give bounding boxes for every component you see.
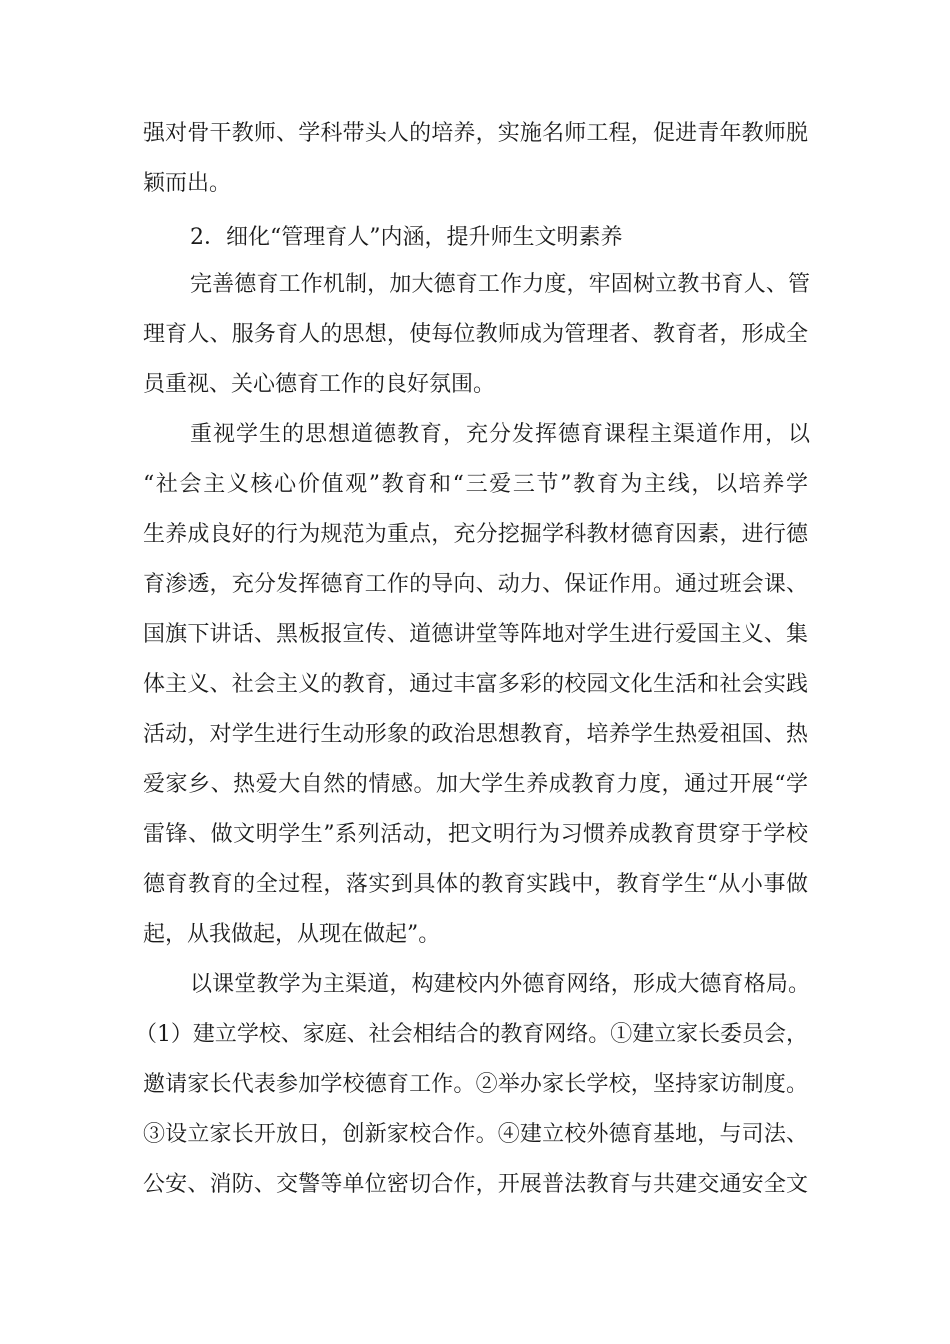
paragraph-1-line-2: 颖而出。 <box>143 171 232 196</box>
paragraph-3-line-6: 体主义、社会主义的教育，通过丰富多彩的校园文化生活和社会实践 <box>143 672 809 697</box>
paragraph-3-line-5: 国旗下讲话、黑板报宣传、道德讲堂等阵地对学生进行爱国主义、集 <box>143 622 809 647</box>
paragraph-3-line-7: 活动，对学生进行生动形象的政治思想教育，培养学生热爱祖国、热 <box>143 722 809 747</box>
paragraph-4-line-5: 公安、消防、交警等单位密切合作，开展普法教育与共建交通安全文 <box>143 1172 809 1197</box>
paragraph-4-line-2: （1）建立学校、家庭、社会相结合的教育网络。①建立家长委员会， <box>135 1022 808 1047</box>
paragraph-3-line-8: 爱家乡、热爱大自然的情感。加大学生养成教育力度，通过开展“学 <box>143 772 809 797</box>
paragraph-1-line-1: 强对骨干教师、学科带头人的培养，实施名师工程，促进青年教师脱 <box>143 121 809 146</box>
paragraph-3-line-3: 生养成良好的行为规范为重点，充分挖掘学科教材德育因素，进行德 <box>143 522 809 547</box>
paragraph-3-line-11: 起，从我做起，从现在做起”。 <box>143 922 441 947</box>
paragraph-4-line-1: 以课堂教学为主渠道，构建校内外德育网络，形成大德育格局。 <box>190 972 811 997</box>
paragraph-4-line-4: ③设立家长开放日，创新家校合作。④建立校外德育基地，与司法、 <box>143 1122 809 1147</box>
paragraph-2-line-3: 员重视、关心德育工作的良好氛围。 <box>143 372 496 397</box>
paragraph-3-line-2: “社会主义核心价值观”教育和“三爱三节”教育为主线，以培养学 <box>143 472 810 497</box>
paragraph-3-line-1: 重视学生的思想道德教育，充分发挥德育课程主渠道作用，以 <box>190 422 811 447</box>
paragraph-3-line-9: 雷锋、做文明学生”系列活动，把文明行为习惯养成教育贯穿于学校 <box>143 822 809 847</box>
paragraph-2-line-2: 理育人、服务育人的思想，使每位教师成为管理者、教育者，形成全 <box>143 322 809 347</box>
paragraph-4-line-3: 邀请家长代表参加学校德育工作。②举办家长学校，坚持家访制度。 <box>143 1072 809 1097</box>
section-heading: 2．细化“管理育人”内涵，提升师生文明素养 <box>190 225 623 250</box>
paragraph-3-line-10: 德育教育的全过程，落实到具体的教育实践中，教育学生“从小事做 <box>143 872 809 897</box>
paragraph-3-line-4: 育渗透，充分发挥德育工作的导向、动力、保证作用。通过班会课、 <box>143 572 809 597</box>
paragraph-2-line-1: 完善德育工作机制，加大德育工作力度，牢固树立教书育人、管 <box>190 272 811 297</box>
